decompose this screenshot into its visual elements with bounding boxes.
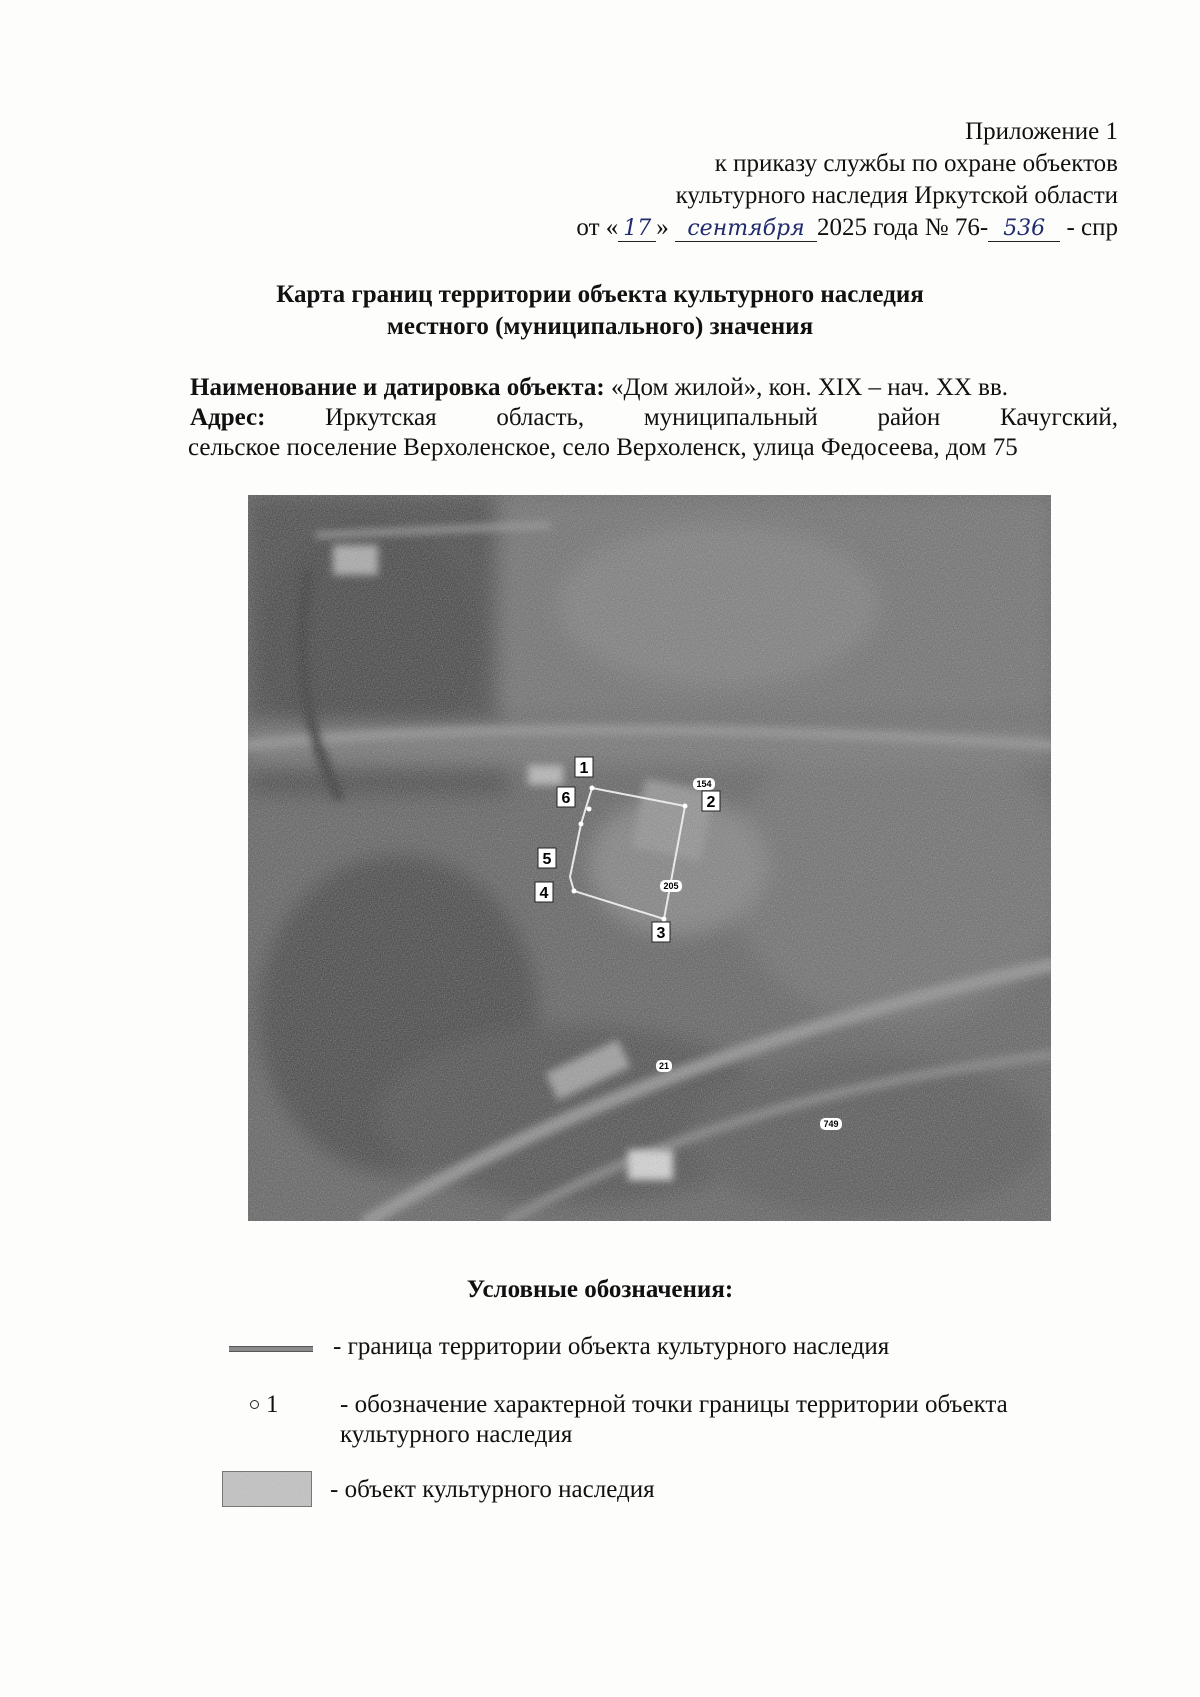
handwritten-number: 536 <box>988 217 1060 242</box>
object-name-label: Наименование и датировка объекта: <box>190 374 605 401</box>
quote-close: » <box>656 214 669 241</box>
point-marker-4: 4 <box>539 885 549 902</box>
point-marker-1: 1 <box>579 760 589 777</box>
legend-point: - обозначение характерной точки границы территории объекта культурного наследия <box>340 1391 1008 1448</box>
address-value-1: Иркутская область, муниципальный район Качугский, <box>325 404 1118 431</box>
legend-heading: Условные обозначения: <box>466 1276 734 1303</box>
legend-boundary: - граница территории объекта культурного наследия <box>333 1333 890 1360</box>
map-image <box>248 495 1051 1221</box>
point-marker-2: 2 <box>706 794 716 811</box>
heritage-object-symbol <box>222 1471 312 1507</box>
map-title-line-2: местного (муниципального) значения <box>386 313 814 340</box>
address-line-2: сельское поселение Верхоленское, село Верхоленск, улица Федосеева, дом 75 <box>188 434 1018 461</box>
order-suffix: - спр <box>1066 214 1118 241</box>
handwritten-month: сентября <box>675 217 817 242</box>
order-line-1: к приказу службы по охране объектов <box>714 150 1118 177</box>
point-marker-3: 3 <box>656 925 666 942</box>
map-title-line-1: Карта границ территории объекта культурного наследия <box>276 281 924 308</box>
order-date-line <box>576 213 1118 243</box>
address-label: Адрес: <box>190 404 266 431</box>
parcel-label-154: 154 <box>696 779 712 789</box>
point-circle-symbol <box>250 1400 259 1409</box>
point-marker-5: 5 <box>542 851 552 868</box>
photo-grain <box>248 495 1051 1221</box>
address-line-1 <box>190 403 1118 433</box>
object-name-value: «Дом жилой», кон. XIX – нач. XX вв. <box>610 374 1009 401</box>
boundary-line-symbol <box>229 1346 313 1352</box>
legend-object: - объект культурного наследия <box>330 1476 655 1503</box>
handwritten-day: 17 <box>618 217 656 242</box>
object-name-line <box>190 373 1118 403</box>
legend-point-symbol-number: 1 <box>266 1391 279 1418</box>
point-marker-6: 6 <box>561 790 571 807</box>
ot-prefix: от « <box>576 214 619 241</box>
appendix-label: Приложение 1 <box>965 118 1118 145</box>
satellite-map <box>248 495 1051 1221</box>
parcel-label-749: 749 <box>823 1119 839 1129</box>
parcel-label-205: 205 <box>663 881 679 891</box>
parcel-label-21: 21 <box>658 1061 670 1071</box>
order-line-2: культурного наследия Иркутской области <box>675 182 1118 209</box>
year-number-text: 2025 года № 76- <box>817 214 989 241</box>
